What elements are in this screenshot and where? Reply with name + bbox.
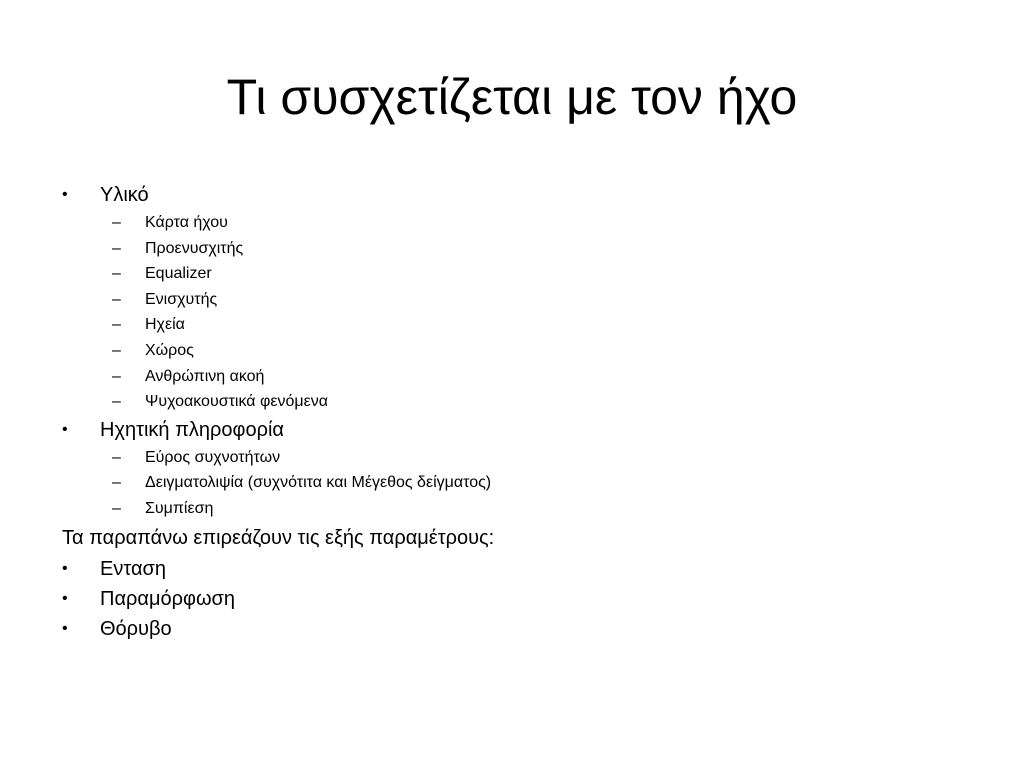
- slide-body: [62, 180, 962, 644]
- dash-icon: –: [112, 316, 121, 334]
- item-text: Ενταση: [100, 557, 166, 580]
- item-text: Προενυσχιτής: [145, 239, 244, 257]
- bullet-item: [62, 584, 962, 614]
- item-text: Υλικό: [100, 184, 149, 206]
- item-text: Χώρος: [145, 341, 194, 359]
- dash-icon: –: [112, 265, 121, 283]
- dash-icon: –: [112, 448, 121, 466]
- item-text: Κάρτα ήχου: [145, 214, 228, 231]
- dash-icon: –: [112, 474, 121, 492]
- item-text: Ηχεία: [145, 316, 185, 334]
- bullet-item: [62, 554, 962, 584]
- sub-bullet-item: [62, 287, 962, 313]
- bullet-item: [62, 415, 962, 445]
- sub-bullet-item: [62, 445, 962, 471]
- sub-bullet-item: [62, 470, 962, 496]
- bullet-icon: •: [62, 589, 68, 607]
- sub-bullet-item: [62, 338, 962, 364]
- item-text: Ψυχοακουστικά φενόμενα: [145, 393, 328, 411]
- bullet-icon: •: [62, 186, 68, 203]
- item-text: Equalizer: [145, 265, 212, 283]
- dash-icon: –: [112, 290, 121, 308]
- bullet-icon: •: [62, 559, 68, 577]
- slide-title: Τι συσχετίζεται με τον ήχο: [226, 69, 798, 125]
- sub-bullet-item: [62, 389, 962, 415]
- item-text: Εύρος συχνοτήτων: [145, 448, 281, 466]
- item-text: Παραμόρφωση: [100, 587, 236, 610]
- item-text: Δειγματολιψία (συχνότιτα και Μέγεθος δείγματος): [145, 474, 492, 492]
- bullet-icon: •: [62, 420, 68, 438]
- dash-icon: –: [112, 239, 121, 257]
- sub-bullet-item: [62, 261, 962, 287]
- sub-bullet-item: [62, 312, 962, 338]
- item-text: Ηχητική πληροφορία: [100, 418, 284, 441]
- dash-icon: –: [112, 393, 121, 411]
- sub-bullet-item: [62, 496, 962, 522]
- sub-bullet-item: [62, 236, 962, 262]
- sub-bullet-item: [62, 364, 962, 390]
- item-text: Ενισχυτής: [145, 290, 218, 308]
- sub-bullet-item: [62, 210, 962, 236]
- item-text: Ανθρώπινη ακοή: [145, 367, 265, 385]
- item-text: Θόρυβο: [100, 617, 172, 640]
- paragraph-text: [62, 522, 962, 554]
- dash-icon: –: [112, 214, 121, 231]
- bullet-item: [62, 180, 962, 210]
- bullet-icon: •: [62, 619, 68, 637]
- item-text: Συμπίεση: [145, 499, 214, 517]
- dash-icon: –: [112, 341, 121, 359]
- dash-icon: –: [112, 499, 121, 517]
- bullet-item: [62, 614, 962, 644]
- dash-icon: –: [112, 367, 121, 385]
- item-text: Τα παραπάνω επιρεάζουν τις εξής παραμέτρους:: [62, 526, 495, 549]
